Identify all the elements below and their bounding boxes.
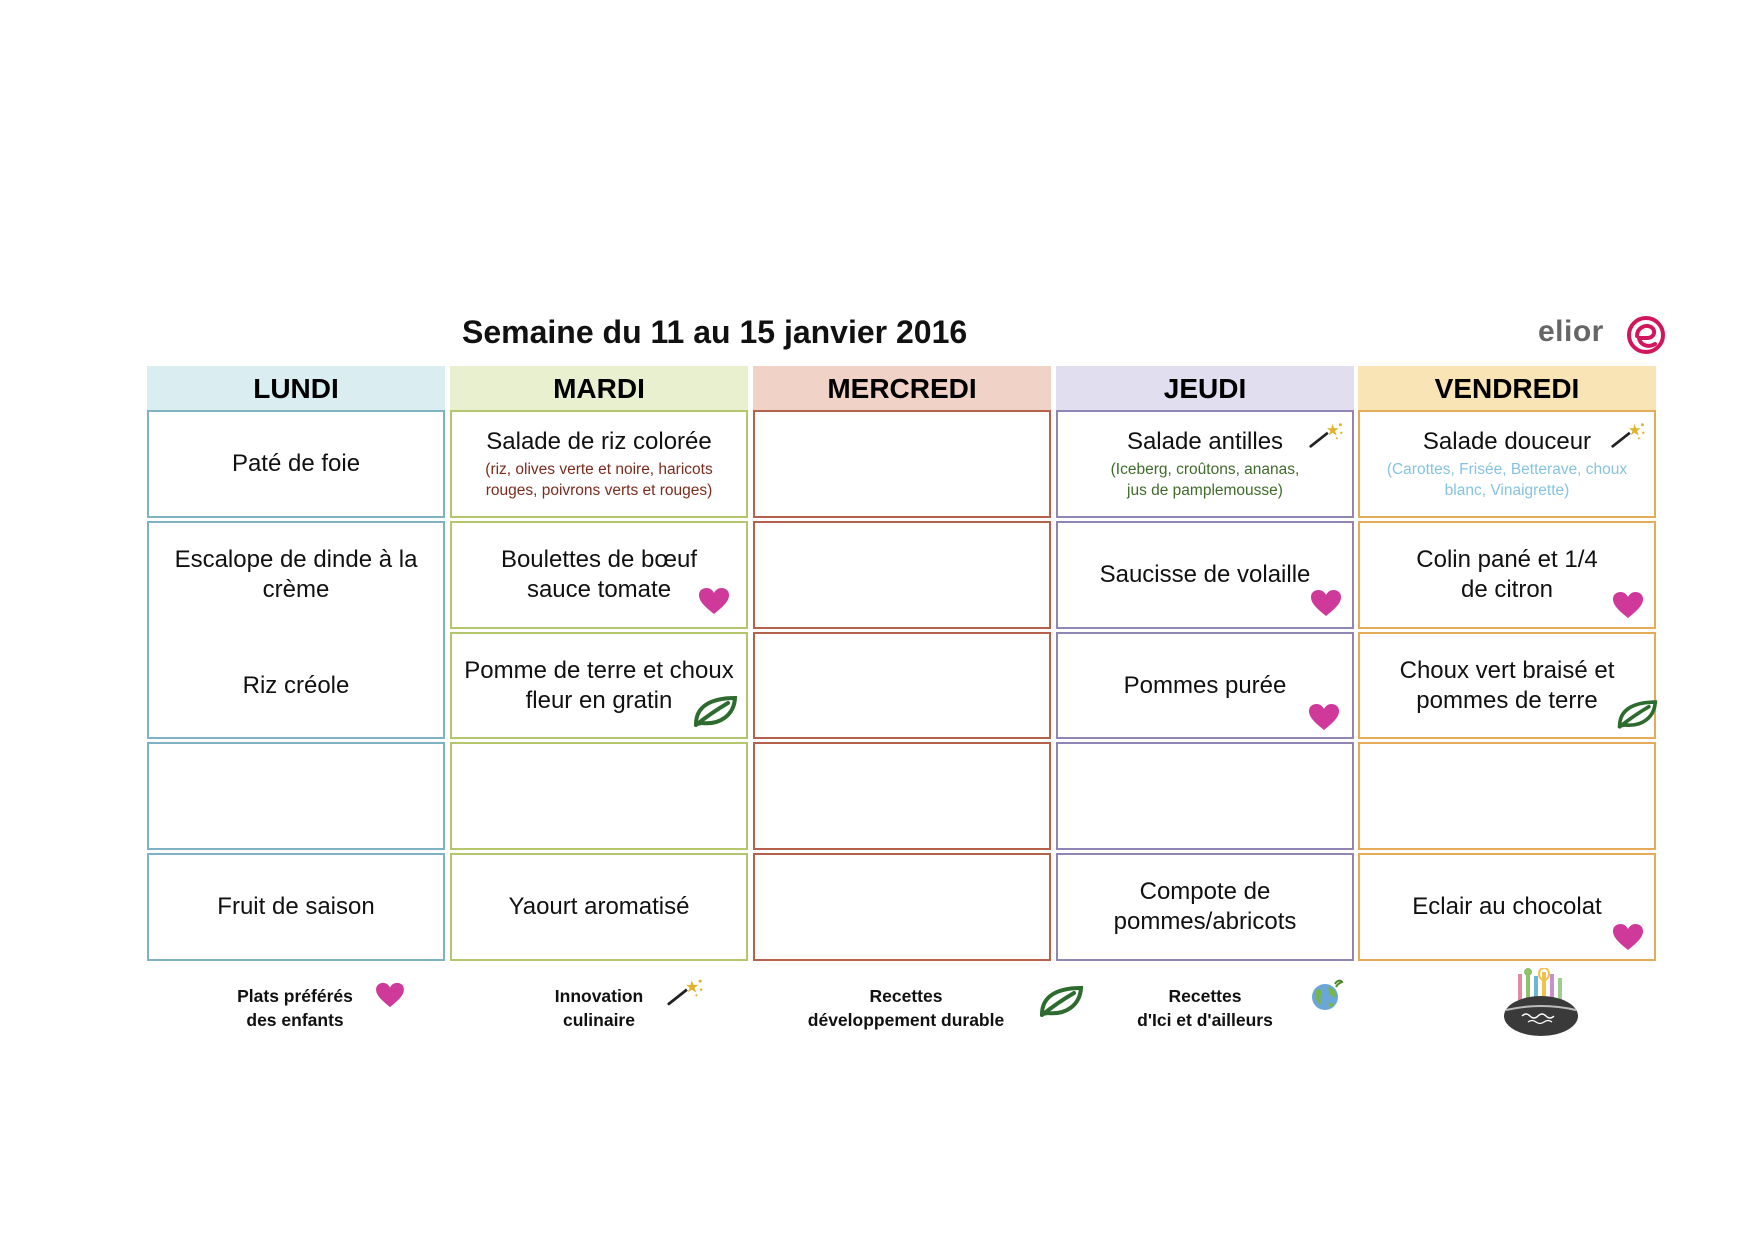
brand-name: elior xyxy=(1538,315,1604,348)
day-header-mardi: MARDI xyxy=(450,366,748,410)
legend-developpement-durable xyxy=(790,984,1022,1032)
globe-icon xyxy=(1308,978,1344,1012)
legend-label: Recettes xyxy=(1168,986,1242,1006)
mardi-dessert: Yaourt aromatisé xyxy=(508,893,690,920)
mardi-entree-cell xyxy=(450,410,748,518)
elior-rose-icon xyxy=(1626,315,1666,355)
day-header-vendredi: VENDREDI xyxy=(1358,366,1656,410)
magic-wand-icon xyxy=(1308,422,1344,449)
jeudi-dessert-cell xyxy=(1056,853,1354,961)
mardi-entree-details: (riz, olives verte et noire, haricots rouges, poivrons verts et rouges) xyxy=(485,461,713,499)
jeudi-entree-cell xyxy=(1056,410,1354,518)
jeudi-dessert: Compote de pommes/abricots xyxy=(1113,878,1297,935)
leaf-icon xyxy=(1038,985,1084,1017)
vendredi-accompagnement-cell xyxy=(1358,632,1656,739)
heart-icon xyxy=(1612,923,1644,951)
day-header-mercredi: MERCREDI xyxy=(753,366,1051,410)
legend-label: culinaire xyxy=(563,1010,635,1030)
vendredi-entree-details: (Carottes, Frisée, Betterave, choux blanc, Vinaigrette) xyxy=(1386,461,1628,499)
lundi-fromage-cell xyxy=(147,742,445,850)
heart-icon xyxy=(1308,703,1340,731)
mercredi-dessert-cell xyxy=(753,853,1051,961)
vendredi-dessert-cell xyxy=(1358,853,1656,961)
lundi-accompagnement: Riz créole xyxy=(242,672,350,699)
kitchen-tools-logo-icon xyxy=(1500,968,1582,1038)
legend-plats-preferes xyxy=(200,984,390,1032)
legend-label: Innovation xyxy=(554,986,644,1006)
lundi-plat: Escalope de dinde à la crème xyxy=(174,546,418,603)
legend-ici-et-ailleurs xyxy=(1110,984,1300,1032)
vendredi-entree-cell xyxy=(1358,410,1656,518)
jeudi-fromage-cell xyxy=(1056,742,1354,850)
mardi-accompagnement-cell xyxy=(450,632,748,739)
leaf-icon xyxy=(692,695,738,727)
jeudi-accompagnement-cell xyxy=(1056,632,1354,739)
vendredi-entree: Salade douceur xyxy=(1422,428,1592,455)
magic-wand-icon xyxy=(666,978,704,1007)
heart-icon xyxy=(1310,589,1342,617)
lundi-dessert: Fruit de saison xyxy=(217,893,375,920)
mercredi-plat-cell xyxy=(753,521,1051,629)
heart-icon xyxy=(374,982,406,1008)
legend-label: des enfants xyxy=(246,1010,344,1030)
vendredi-accompagnement: Choux vert braisé et pommes de terre xyxy=(1399,656,1615,714)
mardi-plat-cell xyxy=(450,521,748,629)
lundi-entree-cell xyxy=(147,410,445,518)
day-header-lundi: LUNDI xyxy=(147,366,445,410)
jeudi-accompagnement: Pommes purée xyxy=(1123,671,1287,699)
mardi-dessert-cell xyxy=(450,853,748,961)
jeudi-plat-cell xyxy=(1056,521,1354,629)
vendredi-fromage-cell xyxy=(1358,742,1656,850)
legend-label: Recettes xyxy=(869,986,943,1006)
day-header-jeudi: JEUDI xyxy=(1056,366,1354,410)
heart-icon xyxy=(1612,591,1644,619)
heart-icon xyxy=(698,587,730,615)
jeudi-plat: Saucisse de volaille xyxy=(1099,561,1311,588)
mardi-entree: Salade de riz colorée xyxy=(486,428,712,455)
leaf-icon xyxy=(1616,699,1658,729)
vendredi-plat-cell xyxy=(1358,521,1656,629)
legend-label: développement durable xyxy=(807,1010,1005,1030)
mardi-plat: Boulettes de bœuf sauce tomate xyxy=(500,546,698,603)
legend-label: Plats préférés xyxy=(237,986,353,1006)
page-title: Semaine du 11 au 15 janvier 2016 xyxy=(462,314,968,350)
mardi-accompagnement: Pomme de terre et choux fleur en gratin xyxy=(464,656,734,714)
mercredi-accompagnement-cell xyxy=(753,632,1051,739)
mercredi-fromage-cell xyxy=(753,742,1051,850)
elior-logo xyxy=(1538,313,1668,357)
magic-wand-icon xyxy=(1610,422,1646,449)
vendredi-plat: Colin pané et 1/4 de citron xyxy=(1416,546,1598,603)
jeudi-entree: Salade antilles xyxy=(1126,428,1284,455)
jeudi-entree-details: (Iceberg, croûtons, ananas, jus de pamplemousse) xyxy=(1110,461,1300,499)
lundi-plat-cell xyxy=(147,521,445,739)
lundi-entree: Paté de foie xyxy=(231,450,361,477)
lundi-dessert-cell xyxy=(147,853,445,961)
mercredi-entree-cell xyxy=(753,410,1051,518)
vendredi-dessert: Eclair au chocolat xyxy=(1412,893,1602,920)
mardi-fromage-cell xyxy=(450,742,748,850)
legend-label: d'Ici et d'ailleurs xyxy=(1137,1010,1273,1030)
